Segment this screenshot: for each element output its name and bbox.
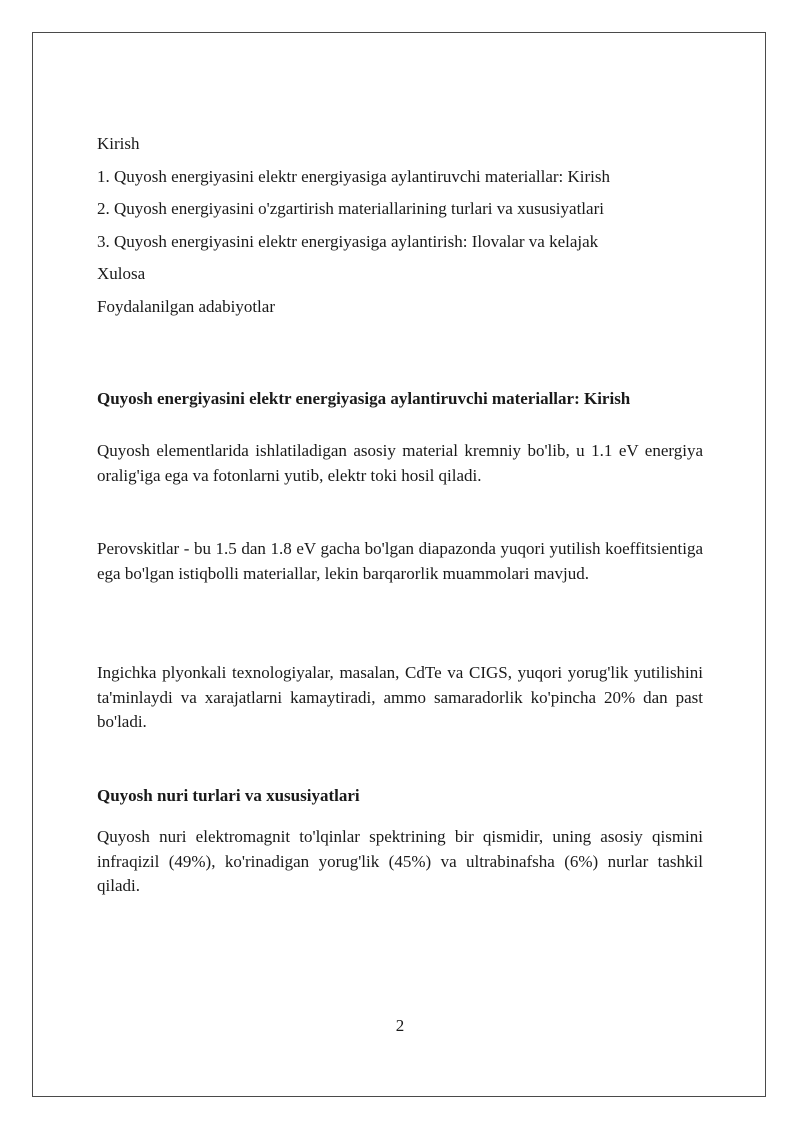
section-1-paragraph-1-block	[97, 439, 703, 488]
toc-item-chapter-3: 3. Quyosh energiyasini elektr energiyasiga aylantirish: Ilovalar va kelajak	[97, 231, 599, 251]
section-1-paragraph-2: Perovskitlar - bu 1.5 dan 1.8 eV gacha bo'lgan diapazonda yuqori yutilish koeffitsientiga ega bo'lgan istiqbolli materiallar, lekin barqarorlik muammolari mavjud.	[97, 539, 703, 583]
section-1-heading-block	[97, 387, 703, 411]
section-2-paragraph-1-block	[97, 825, 703, 899]
page-number: 2	[395, 1016, 405, 1035]
section-1-heading: Quyosh energiyasini elektr energiyasiga aylantiruvchi materiallar: Kirish	[97, 389, 631, 408]
section-2-heading-block	[97, 784, 703, 808]
toc-item-references: Foydalanilgan adabiyotlar	[97, 296, 275, 316]
section-1-paragraph-1: Quyosh elementlarida ishlatiladigan asosiy material kremniy bo'lib, u 1.1 eV energiya oralig'iga ega va fotonlarni yutib, elektr toki hosil qiladi.	[97, 441, 703, 485]
toc-item-chapter-1: 1. Quyosh energiyasini elektr energiyasiga aylantiruvchi materiallar: Kirish	[97, 166, 610, 186]
section-1-paragraph-3: Ingichka plyonkali texnologiyalar, masalan, CdTe va CIGS, yuqori yorug'lik yutilishini ta'minlaydi va xarajatlarni kamaytiradi, ammo samaradorlik ko'pincha 20% dan past bo'ladi.	[97, 663, 703, 731]
section-2-paragraph-1: Quyosh nuri elektromagnit to'lqinlar spektrining bir qismidir, uning asosiy qismini infraqizil (49%), ko'rinadigan yorug'lik (45%) va ultrabinafsha (6%) nurlar tashkil qiladi.	[97, 827, 703, 895]
table-of-contents	[97, 128, 703, 324]
toc-item-chapter-2: 2. Quyosh energiyasini o'zgartirish materiallarining turlari va xususiyatlari	[97, 199, 604, 219]
toc-item-conclusion: Xulosa	[97, 264, 146, 284]
section-1-paragraph-3-block	[97, 661, 703, 735]
section-1-paragraph-2-block	[97, 537, 703, 586]
section-2-heading: Quyosh nuri turlari va xususiyatlari	[97, 786, 360, 805]
toc-item-intro: Kirish	[97, 134, 140, 153]
